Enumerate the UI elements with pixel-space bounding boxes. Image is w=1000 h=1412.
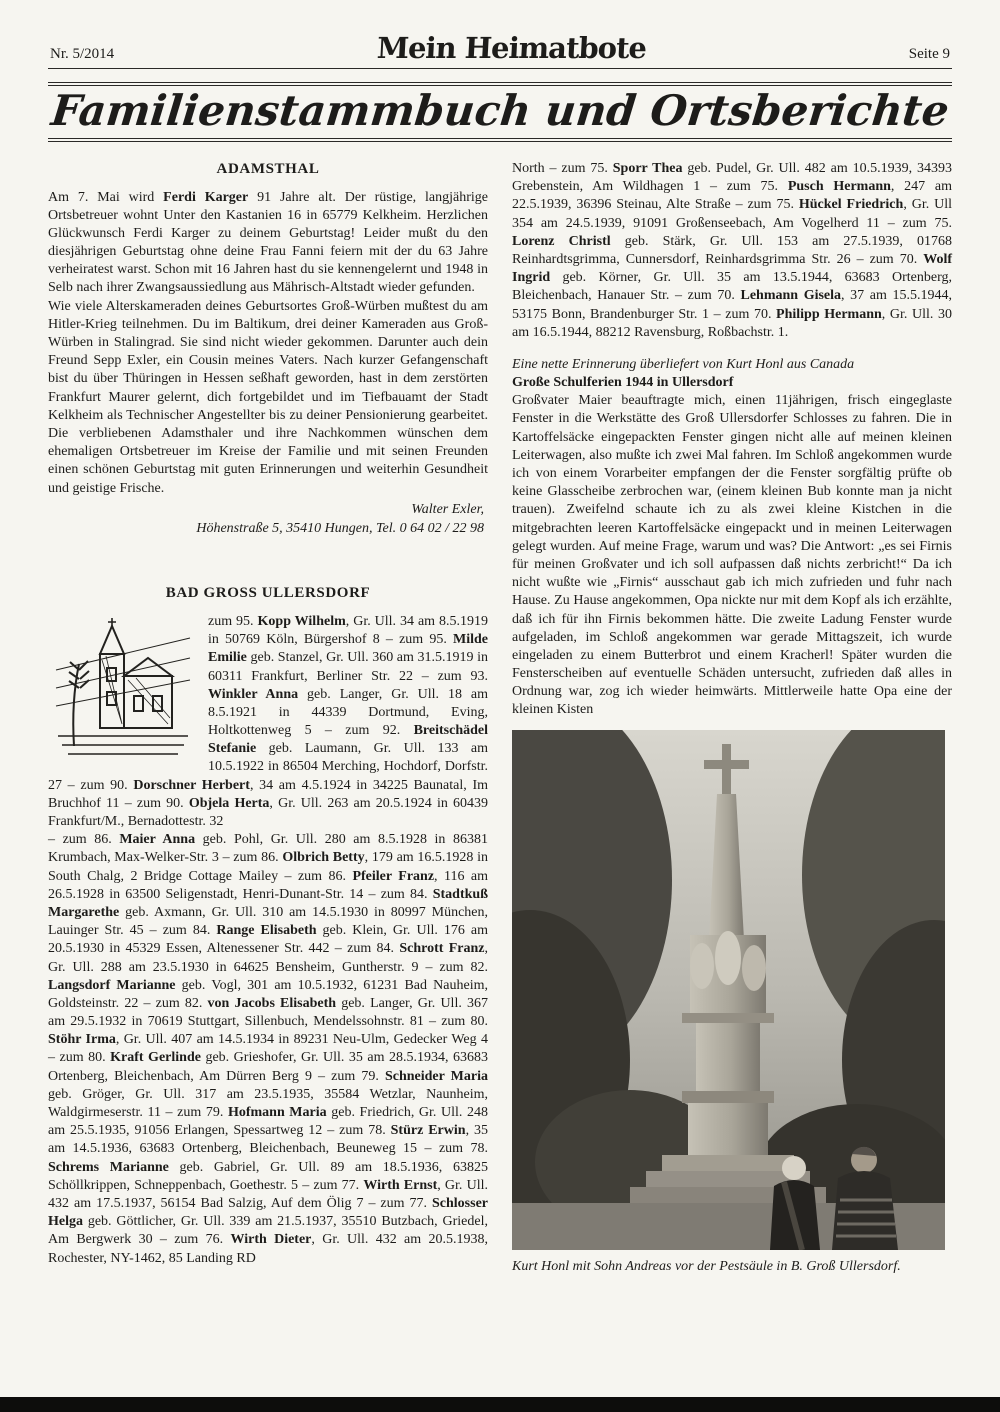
- right-column: [512, 160, 952, 1276]
- church-woodcut-illustration: [48, 616, 198, 768]
- pestsaeule-photo: [512, 730, 945, 1250]
- pestsaeule-photo-figure: [512, 730, 952, 1276]
- page-header: [48, 31, 952, 68]
- ullersdorf-birthdays-part1: zum 95. Kopp Wilhelm, Gr. Ull. 34 am 8.5.1919 in 50769 Köln, Bürgershof 8 – zum 95. Milde Emilie geb. Stanzel, Gr. Ull. 360 am 31.5.1919 in 60311 Frankfurt, Berliner Str. 22 – zum 93. Winkler Anna geb. Langer, Gr. Ull. 18 am 8.5.1921 in 44339 Dortmund, Eving, Holtkottenweg 5 – zum 92. Breitschädel Stefanie geb. Laumann, Gr. Ull. 133 am 10.5.1922 in 86504 Merching, Hochdorf, Dorfstr. 27 – zum 90. Dorschner Herbert, 34 am 4.5.1924 in 34225 Baunatal, Im Bruchhof 11 – zum 90. Objela Herta, Gr. Ull. 263 am 20.5.1924 in 60439 Frankfurt/M., Bernadottestr. 32: [48, 613, 489, 830]
- signature-address: Höhenstraße 5, 35410 Hungen, Tel. 0 64 02 / 22 98: [196, 520, 484, 536]
- photo-caption: Kurt Honl mit Sohn Andreas vor der Pestsäule in B. Groß Ullersdorf.: [512, 1258, 901, 1274]
- ullersdorf-birthdays-part3: North – zum 75. Sporr Thea geb. Pudel, Gr. Ull. 482 am 10.5.1939, 34393 Grebenstein, Am Wildhagen 1 – zum 75. Pusch Hermann, 247 am 22.5.1939, 36396 Steinau, Alte Straße – zum 75. Hückel Friedrich, Gr. Ull 354 am 24.5.1939, 91091 Großenseebach, Am Vogelherd 11 – zum 75. Lorenz Christl geb. Stärk, Gr. Ull. 153 am 27.5.1939, 01768 Reinhardtsgrimma, Cunnersdorf, Reinhardsgrimma Str. 26 – zum 70. Wolf Ingrid geb. Körner, Gr. Ull. 35 am 13.5.1944, 63683 Ortenberg, Bleichenbach, Hanauer Str. – zum 70. Lehmann Gisela, 37 am 15.5.1944, 53175 Bonn, Brandenburger Str. 1 – zum 70. Philipp Hermann, Gr. Ull. 30 am 16.5.1944, 88212 Ravensburg, Roßbachstr. 1.: [512, 161, 953, 340]
- header-rule: [48, 68, 952, 69]
- adamsthal-paragraph-2: Wie viele Alterskameraden deines Geburtsortes Groß-Würben mußtest du am Hitler-Krieg teilnehmen. Du im Baltikum, drei deiner Kameraden aus Groß-Würben in Stalingrad. Sie sind nicht wieder gekommen. Darunter auch dein Freund Sepp Exler, ein Cousin meines Vaters. Nach kurzer Gefangenschaft bist du über Thüringen in Hessen seßhaft geworden, hast in dem zerstörten Frankfurt Maurer gelernt, dich fortgebildet und im Tiefbauamt der Stadt Kelkheim als Technischer Angestellter bis zu deiner Pensionierung gearbeitet. Die verbliebenen Adamsthaler und ihre Nachkommen wünschen dem ehemaligen Ortsbetreuer im Kreise der Familie und mit seinen Freunden einen schönen Geburtstag mit guten Erinnerungen und weiterhin Gesundheit und geistige Frische.: [48, 298, 488, 496]
- ullersdorf-birthdays-part2: – zum 86. Maier Anna geb. Pohl, Gr. Ull. 280 am 8.5.1928 in 86381 Krumbach, Max-Welker-Str. 3 – zum 86. Olbrich Betty, 179 am 16.5.1928 in South Chalg, 2 Bridge Cottage Mailey – zum 86. Pfeiler Franz, 116 am 26.5.1928 in 63500 Seligenstadt, Henri-Dunant-Str. 14 – zum 84. Stadtkuß Margarethe geb. Axmann, Gr. Ull. 310 am 14.5.1930 in 80997 München, Lauinger Str. 45 – zum 84. Range Elisabeth geb. Klein, Gr. Ull. 176 am 20.5.1930 in 45329 Essen, Altenessener Str. 442 – zum 84. Schrott Franz, Gr. Ull. 288 am 23.5.1930 in 64625 Bensheim, Guntherstr. 9 – zum 82. Langsdorf Marianne geb. Vogl, 301 am 10.5.1932, 61231 Bad Nauheim, Goldsteinstr. 22 – zum 82. von Jacobs Elisabeth geb. Langer, Gr. Ull. 367 am 29.5.1932 in 70619 Stuttgart, Sillenbuch, Mendelssohnstr. 81 – zum 80. Stöhr Irma, Gr. Ull. 407 am 14.5.1934 in 89231 Neu-Ulm, Gedecker Weg 4 – zum 80. Kraft Gerlinde geb. Grieshofer, Gr. Ull. 35 am 28.5.1934, 63683 Ortenberg, Bleichenbach, Am Dürren Berg 9 – zum 79. Schneider Maria geb. Gröger, Gr. Ull. 317 am 23.5.1935, 35584 Wetzlar, Naunheim, Waldgirmeserstr. 11 – zum 79. Hofmann Maria geb. Friedrich, Gr. Ull. 248 am 25.5.1935, 91056 Erlangen, Spessartweg 12 – zum 78. Stürz Erwin, 35 am 14.5.1936, 63683 Ortenberg, Bleichenbach, Beuneweg 15 – zum 78. Schrems Marianne geb. Gabriel, Gr. Ull. 89 am 18.5.1936, 63825 Schöllkrippen, Schneppenbach, Goethestr. 5 – zum 77. Wirth Ernst, Gr. Ull. 432 am 17.5.1937, 56154 Bad Salzig, Auf dem Ölig 7 – zum 77. Schlosser Helga geb. Göttlicher, Gr. Ull. 339 am 21.5.1937, 35510 Butzbach, Griedel, Am Bergwerk 30 – zum 76. Wirth Dieter, Gr. Ull. 432 am 20.5.1938, Rochester, NY-1462, 85 Landing RD: [48, 832, 489, 1266]
- scan-edge-bar: [0, 1397, 1000, 1412]
- adamsthal-heading: ADAMSTHAL: [216, 161, 320, 177]
- birthdays-with-woodcut: [48, 613, 488, 831]
- left-column: [48, 160, 488, 1276]
- two-column-layout: [48, 160, 952, 1276]
- issue-number: Nr. 5/2014: [50, 46, 115, 62]
- page-number: Seite 9: [908, 46, 950, 62]
- bottom-rule-2: [48, 141, 952, 142]
- story-body: Großvater Maier beauftragte mich, einen 11jährigen, frisch eingeglaste Fenster in die Werkstätte des Groß Ullersdorfer Schlosses zu fahren. Die in Kartoffelsäcke eingepackten Fenster gingen nicht alle auf meinen kleinen Leiterwagen, also mußte ich zwei Mal fahren. Im Schloß angekommen wurde ich von einem Vorarbeiter empfangen der die Fenster sorgfältig prüfte ob keine Glasscheibe zerbrochen war, (einem kleinen Bub konnte man ja nicht trauen). Zweifelnd schaute ich zu als zwei kleine Kistchen in die mitgebrachten leeren Kartoffelsäcke eingepackt und in meinen Leiterwagen gelegt wurden. Auf meine Frage, warum und was? Die Antwort: „es sei Firnis für meinen Großvater und ich soll aufpassen daß nichts zerbricht!“ Da ich nicht wußte wie „Firnis“ ausschaut gab ich mich zufrieden und fuhr nach Hause. Zu Hause angekommen, Opa nickte nur mit dem Kopf als ich erzählte, daß ich für ihn Firnis bekommen hätte. Die zweite Ladung Fenster wurde aufgeladen, im Schloß angekommen war gerade Mittagszeit, ich wurde eingeladen zu einem Butterbrot und einem Kracherl! Später wurden die Fensterscheiben auf eventuelle Schäden untersucht, zufrieden daß alles in Ordnung war, zog ich wieder heimwärts. Mittlerweile hatte Opa eine der kleinen Kisten: [512, 393, 952, 718]
- signature-block: [48, 498, 488, 539]
- ullersdorf-heading: BAD GROSS ULLERSDORF: [165, 585, 371, 602]
- story-intro-line: Eine nette Erinnerung überliefert von Kurt Honl aus Canada: [512, 356, 855, 372]
- top-rule-1: [48, 82, 952, 83]
- section-title: Familienstammbuch und Ortsberichte: [48, 86, 952, 135]
- section-heading-block: [48, 82, 952, 142]
- church-woodcut-image: [48, 616, 198, 768]
- adamsthal-paragraph-1: Am 7. Mai wird Ferdi Karger 91 Jahre alt. Der rüstige, langjährige Ortsbetreuer wohnt Unter den Kastanien 16 in 65779 Kelkheim. Herzlichen Glückwunsch Ferdi Karger zu deinem Geburtstag! Leider mußt du den diesjährigen Geburtstag ohne deine Frau Fanni feiern mit der du 63 Jahre verheiratest warst. Schon mit 16 Jahren hast du sie kennengelernt und 1948 in Selb nach ihrer Zwangsaussiedlung aus Mährisch-Altstadt wieder gefunden.: [48, 189, 489, 296]
- bottom-rule-1: [48, 138, 952, 139]
- story-title: Große Schulferien 1944 in Ullersdorf: [512, 375, 734, 391]
- pestsaeule-photo-image: [512, 730, 945, 1250]
- signature-name: Walter Exler,: [411, 501, 484, 517]
- masthead-title: Mein Heimatbote: [376, 31, 647, 65]
